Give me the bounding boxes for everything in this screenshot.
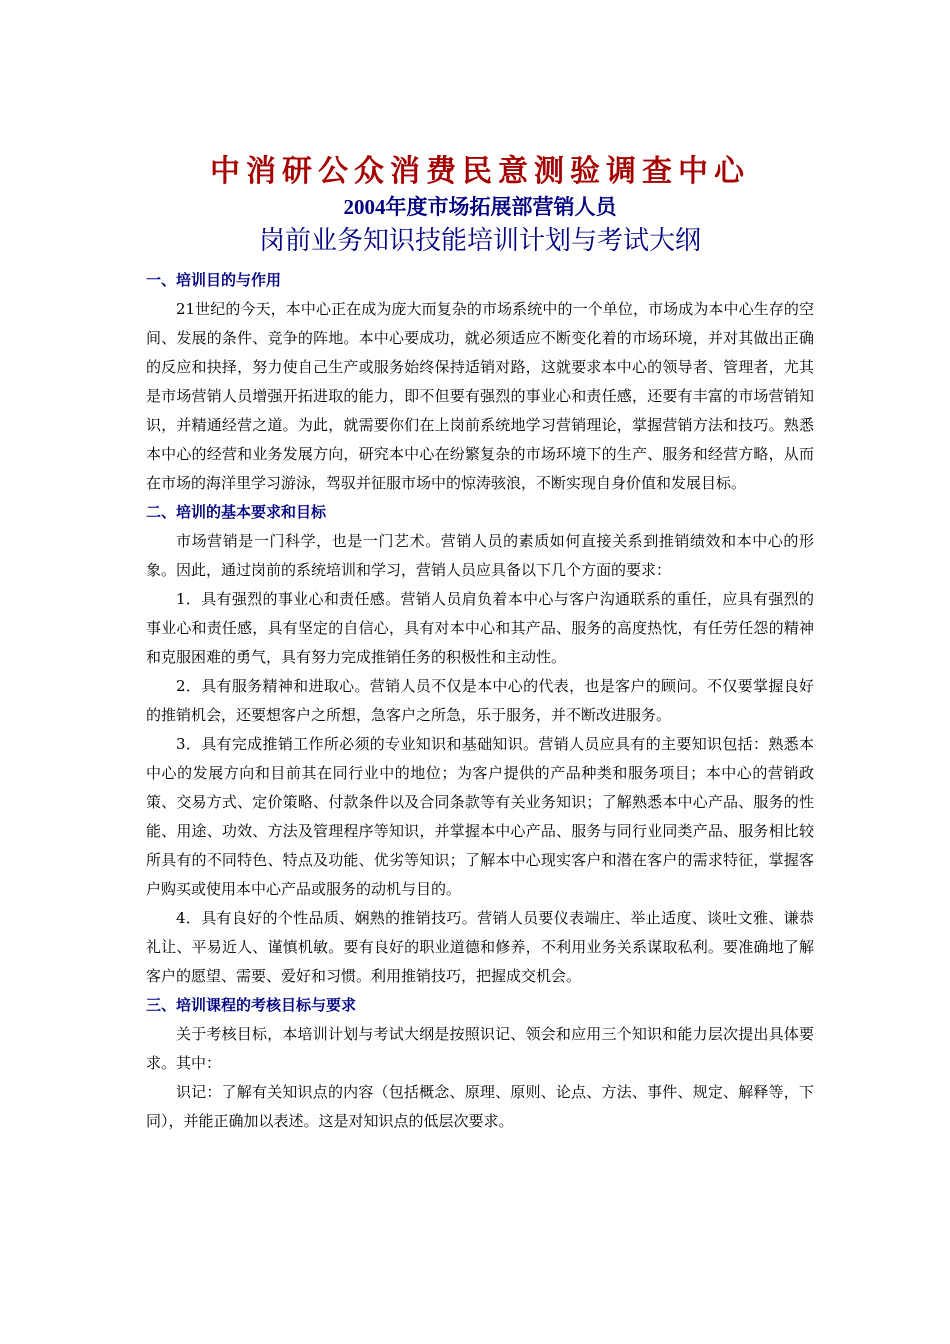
section-1 bbox=[146, 266, 814, 498]
requirement-item-4: 4．具有良好的个性品质、娴熟的推销技巧。营销人员要仪表端庄、举止适度、谈吐文雅、谦恭礼让、平易近人、谨慎机敏。要有良好的职业道德和修养，不利用业务关系谋取私利。要准确地了解客户的愿望、需要、爱好和习惯。利用推销技巧，把握成交机会。 bbox=[146, 909, 814, 985]
section-2 bbox=[146, 498, 814, 991]
requirement-item-3: 3．具有完成推销工作所必须的专业知识和基础知识。营销人员应具有的主要知识包括：熟悉本中心的发展方向和目前其在同行业中的地位；为客户提供的产品种类和服务项目；本中心的营销政策、交易方式、定价策略、付款条件以及合同条款等有关业务知识；了解熟悉本中心产品、服务的性能、用途、功效、方法及管理程序等知识，并掌握本中心产品、服务与同行业同类产品、服务相比较所具有的不同特色、特点及功能、优劣等知识；了解本中心现实客户和潜在客户的需求特征，掌握客户购买或使用本中心产品或服务的动机与目的。 bbox=[146, 735, 814, 898]
paragraph: 市场营销是一门科学，也是一门艺术。营销人员的素质如何直接关系到推销绩效和本中心的形象。因此，通过岗前的系统培训和学习，营销人员应具备以下几个方面的要求： bbox=[146, 532, 814, 579]
paragraph: 21世纪的今天，本中心正在成为庞大而复杂的市场系统中的一个单位，市场成为本中心生存的空间、发展的条件、竞争的阵地。本中心要成功，就必须适应不断变化着的市场环境，并对其做出正确的反应和抉择，努力使自己生产或服务始终保持适销对路，这就要求本中心的领导者、管理者，尤其是市场营销人员增强开拓进取的能力，即不但要有强烈的事业心和责任感，还要有丰富的市场营销知识，并精通经营之道。为此，就需要你们在上岗前系统地学习营销理论，掌握营销方法和技巧。熟悉本中心的经营和业务发展方向，研究本中心在纷繁复杂的市场环境下的生产、服务和经营方略，从而在市场的海洋里学习游泳，驾驭并征服市场中的惊涛骇浪，不断实现自身价值和发展目标。 bbox=[146, 300, 814, 492]
plan-title: 岗前业务知识技能培训计划与考试大纲 bbox=[258, 226, 701, 256]
year-subtitle: 2004年度市场拓展部营销人员 bbox=[343, 195, 617, 219]
section-3 bbox=[146, 991, 814, 1136]
requirement-item-1: 1．具有强烈的事业心和责任感。营销人员肩负着本中心与客户沟通联系的重任，应具有强烈的事业心和责任感，具有坚定的自信心，具有对本中心和其产品、服务的高度热忱，有任劳任怨的精神和克服困难的勇气，具有努力完成推销任务的积极性和主动性。 bbox=[146, 590, 814, 666]
org-title: 中消研公众消费民意测验调查中心 bbox=[210, 154, 750, 189]
paragraph: 识记：了解有关知识点的内容（包括概念、原理、原则、论点、方法、事件、规定、解释等，下同），并能正确加以表述。这是对知识点的低层次要求。 bbox=[146, 1083, 814, 1130]
section-heading: 三、培训课程的考核目标与要求 bbox=[146, 996, 357, 1014]
section-heading: 一、培训目的与作用 bbox=[146, 271, 282, 289]
document-body bbox=[146, 152, 814, 1136]
requirement-item-2: 2．具有服务精神和进取心。营销人员不仅是本中心的代表，也是客户的顾问。不仅要掌握良好的推销机会，还要想客户之所想，急客户之所急，乐于服务，并不断改进服务。 bbox=[146, 677, 814, 724]
paragraph: 关于考核目标，本培训计划与考试大纲是按照识记、领会和应用三个知识和能力层次提出具体要求。其中： bbox=[146, 1025, 814, 1072]
section-heading: 二、培训的基本要求和目标 bbox=[146, 503, 327, 521]
